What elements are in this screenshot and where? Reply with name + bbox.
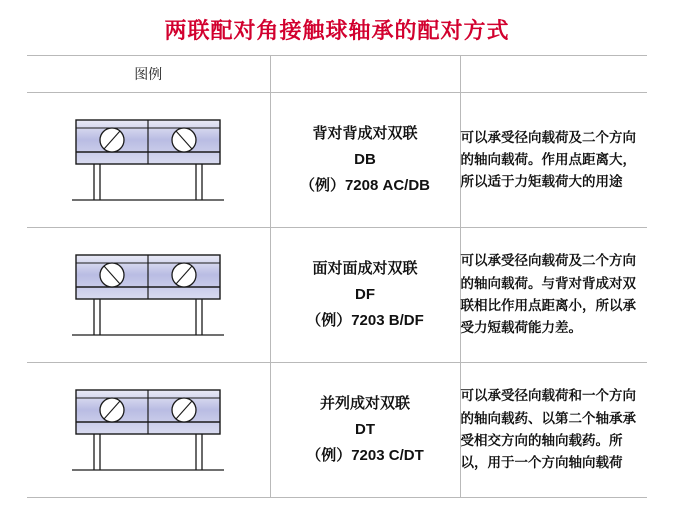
pair-type-code: DB bbox=[354, 150, 376, 168]
pair-type-name: 背对背成对双联 bbox=[312, 124, 418, 142]
pairing-table bbox=[27, 55, 647, 498]
pair-type-name: 面对面成对双联 bbox=[312, 259, 418, 277]
bearing-diagram-svg bbox=[58, 239, 238, 351]
pair-type-code: DT bbox=[355, 420, 375, 438]
pair-type-example: （例）7203 C/DT bbox=[306, 447, 424, 465]
header-name-label bbox=[270, 56, 460, 93]
desc-cell-df: 可以承受径向载荷及二个方向的轴向载荷。与背对背成对双联相比作用点距离小，所以承受力短载荷能力差。 bbox=[460, 228, 647, 363]
name-cell-db bbox=[270, 93, 460, 228]
header-figure-label: 图例 bbox=[27, 56, 270, 93]
figure-cell-dt bbox=[27, 363, 270, 498]
name-cell-df bbox=[270, 228, 460, 363]
page-title: 两联配对角接触球轴承的配对方式 bbox=[164, 18, 510, 43]
back-to-back-bearing-pair-diagram bbox=[58, 104, 238, 216]
table-row bbox=[27, 93, 647, 228]
pair-type-code: DF bbox=[355, 285, 375, 303]
name-cell-dt bbox=[270, 363, 460, 498]
header-desc-label bbox=[460, 56, 647, 93]
face-to-face-bearing-pair-diagram bbox=[58, 239, 238, 351]
tandem-bearing-pair-diagram bbox=[58, 374, 238, 486]
bearing-diagram-svg bbox=[58, 374, 238, 486]
bearing-diagram-svg bbox=[58, 104, 238, 216]
desc-cell-dt: 可以承受径向载荷和一个方向的轴向载药、以第二个轴承承受相交方向的轴向载药。所以，用于一个方向轴向载荷 bbox=[460, 363, 647, 498]
table-row bbox=[27, 228, 647, 363]
figure-cell-db bbox=[27, 93, 270, 228]
table-row bbox=[27, 363, 647, 498]
figure-cell-df bbox=[27, 228, 270, 363]
pair-type-name: 并列成对双联 bbox=[319, 394, 410, 412]
table-header-row bbox=[27, 56, 647, 93]
pair-type-example: （例）7203 B/DF bbox=[306, 312, 424, 330]
desc-cell-db: 可以承受径向载荷及二个方向的轴向载荷。作用点距离大，所以适于力矩载荷大的用途 bbox=[460, 93, 647, 228]
pair-type-example: （例）7208 AC/DB bbox=[299, 177, 431, 195]
